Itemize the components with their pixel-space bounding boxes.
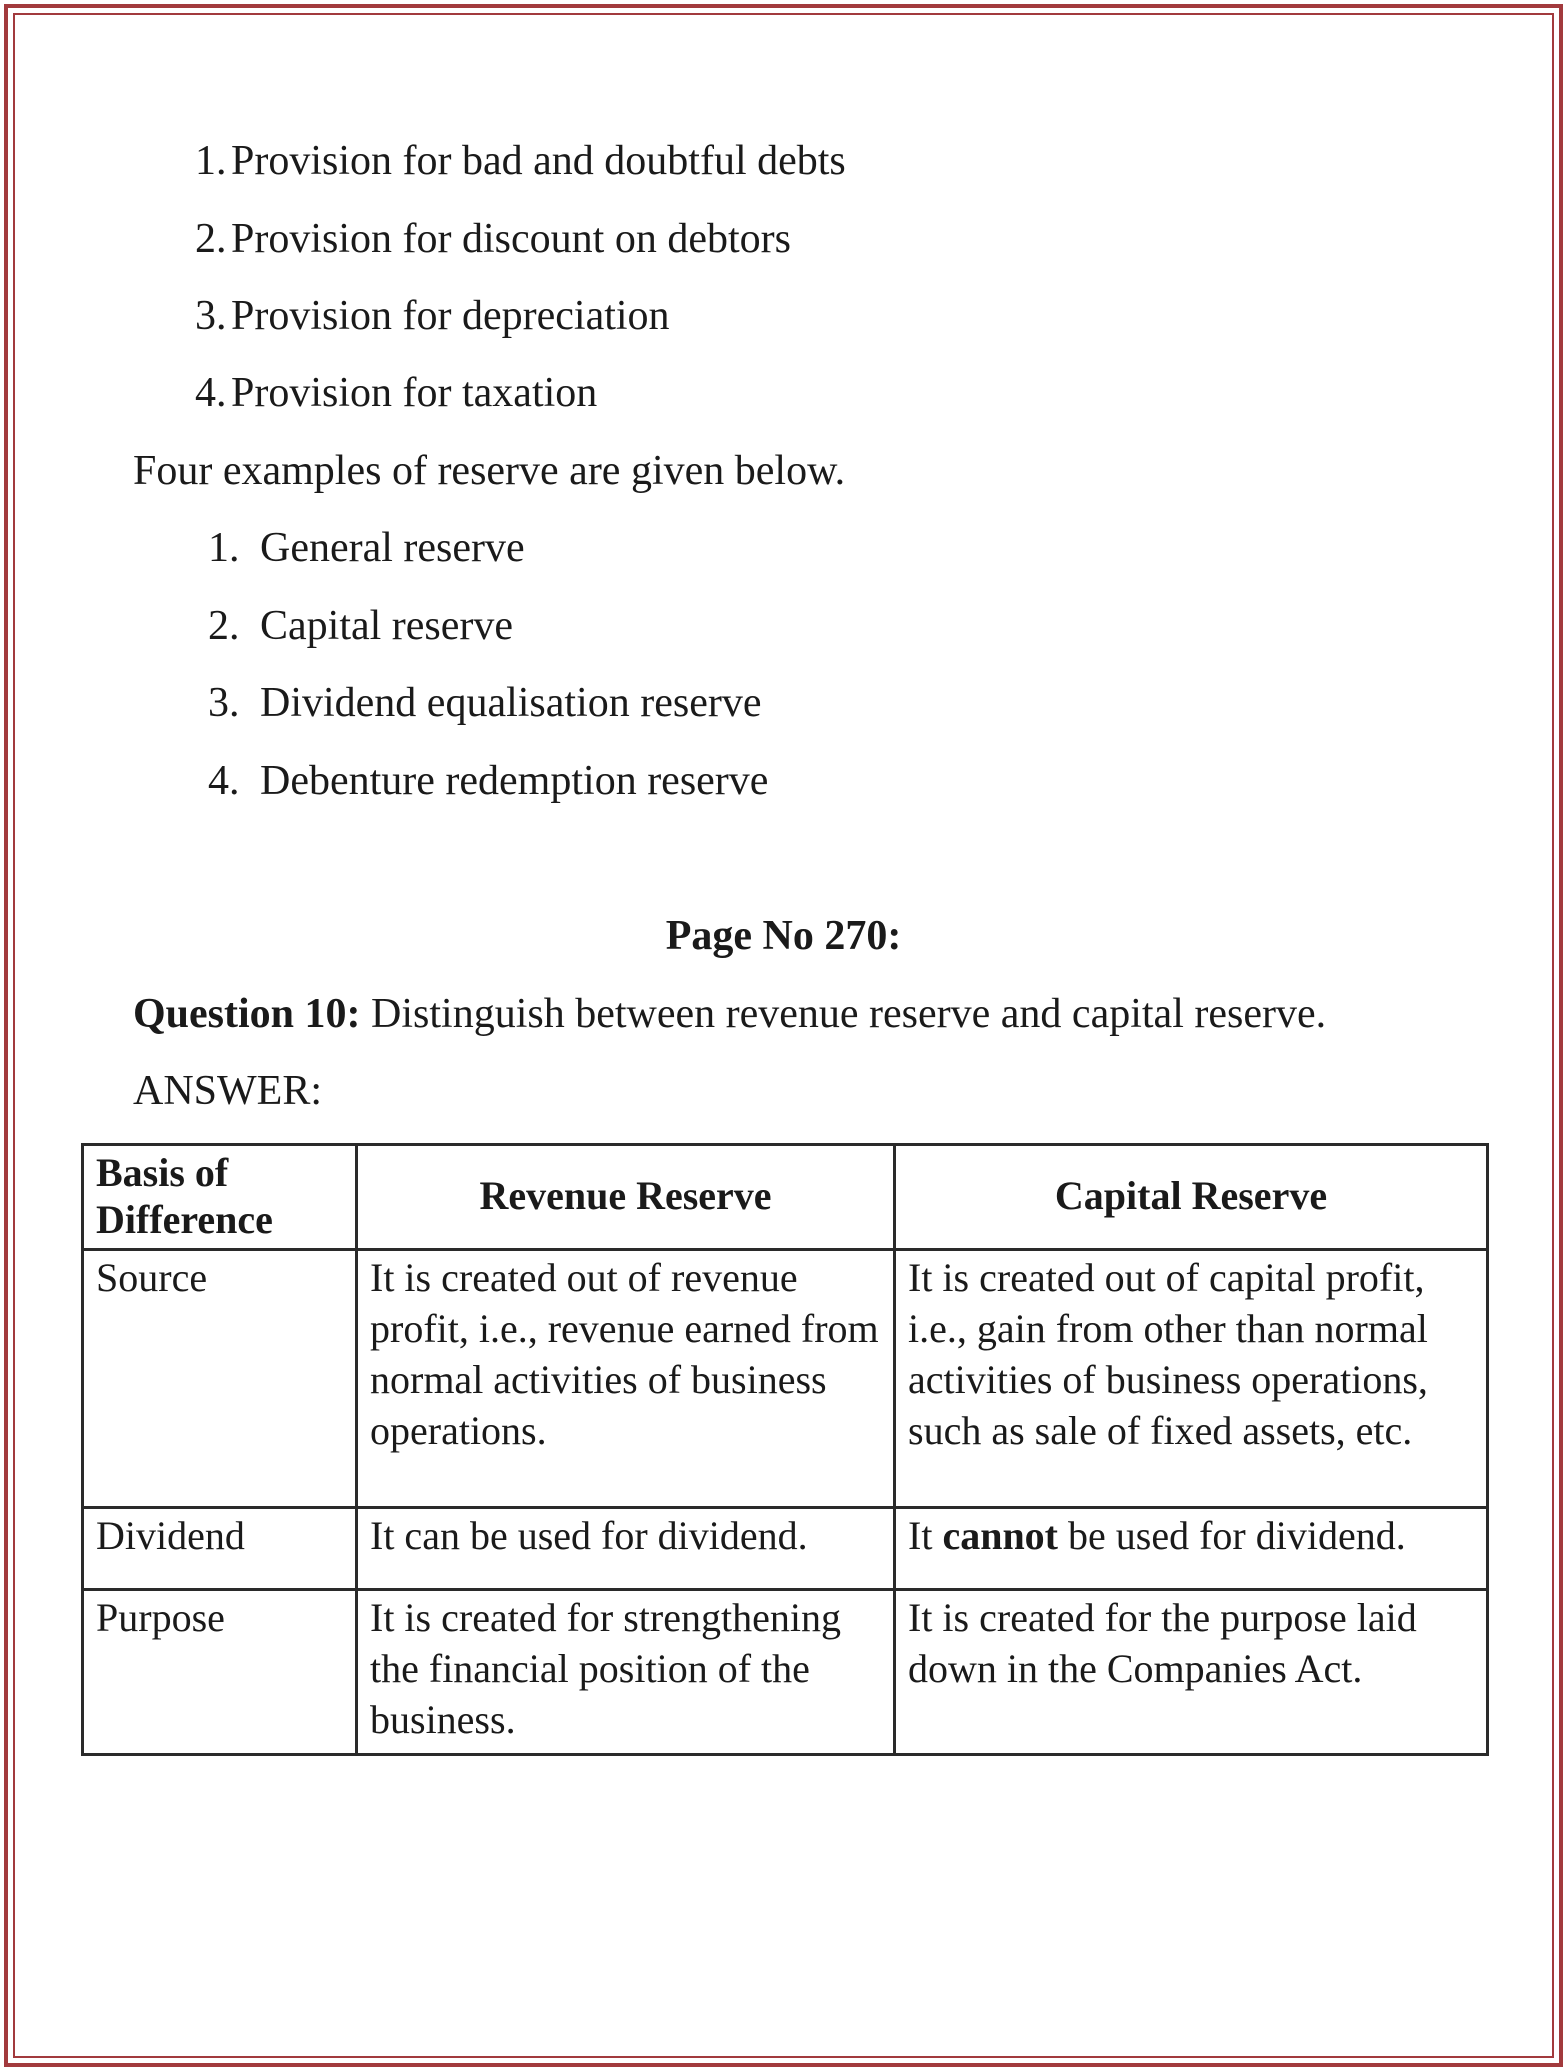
answer-label: ANSWER:	[133, 1068, 322, 1114]
provision-item-2: 2. Provision for discount on debtors	[195, 216, 791, 262]
reserve-item-1: 1. General reserve	[208, 525, 525, 571]
cell-basis-source: Source	[83, 1250, 357, 1508]
table-row	[83, 1508, 1488, 1590]
provision-item-1: 1. Provision for bad and doubtful debts	[195, 138, 846, 184]
table-header-row	[83, 1145, 1488, 1250]
header-capital-reserve: Capital Reserve	[895, 1145, 1488, 1250]
table-row	[83, 1250, 1488, 1508]
cell-basis-purpose: Purpose	[83, 1590, 357, 1755]
question-text: Distinguish between revenue reserve and capital reserve.	[360, 991, 1327, 1037]
cell-capital-purpose: It is created for the purpose laid down in the Companies Act.	[895, 1590, 1488, 1755]
header-basis: Basis of Difference	[83, 1145, 357, 1250]
cell-basis-dividend: Dividend	[83, 1508, 357, 1590]
cell-revenue-purpose: It is created for strengthening the financial position of the business.	[357, 1590, 895, 1755]
cell-revenue-dividend: It can be used for dividend.	[357, 1508, 895, 1590]
provision-item-4: 4. Provision for taxation	[195, 370, 598, 416]
header-revenue-reserve: Revenue Reserve	[357, 1145, 895, 1250]
reserve-intro: Four examples of reserve are given below.	[133, 448, 846, 494]
table-row	[83, 1590, 1488, 1755]
question-label: Question 10:	[133, 991, 361, 1037]
reserve-item-4: 4. Debenture redemption reserve	[208, 758, 769, 804]
cell-capital-dividend: It cannot be used for dividend.	[895, 1508, 1488, 1590]
page-heading: Page No 270:	[665, 913, 902, 959]
provision-item-3: 3. Provision for depreciation	[195, 293, 670, 339]
cell-revenue-source: It is created out of revenue profit, i.e., revenue earned from normal activities of business operations.	[357, 1250, 895, 1508]
emphasis-cannot: cannot	[942, 1513, 1059, 1558]
reserve-item-3: 3. Dividend equalisation reserve	[208, 680, 762, 726]
question-line	[133, 989, 1326, 1039]
cell-capital-source: It is created out of capital profit, i.e., gain from other than normal activities of business operations, such as sale of fixed assets, etc.	[895, 1250, 1488, 1508]
reserve-item-2: 2. Capital reserve	[208, 603, 514, 649]
comparison-table	[81, 1143, 1489, 1756]
